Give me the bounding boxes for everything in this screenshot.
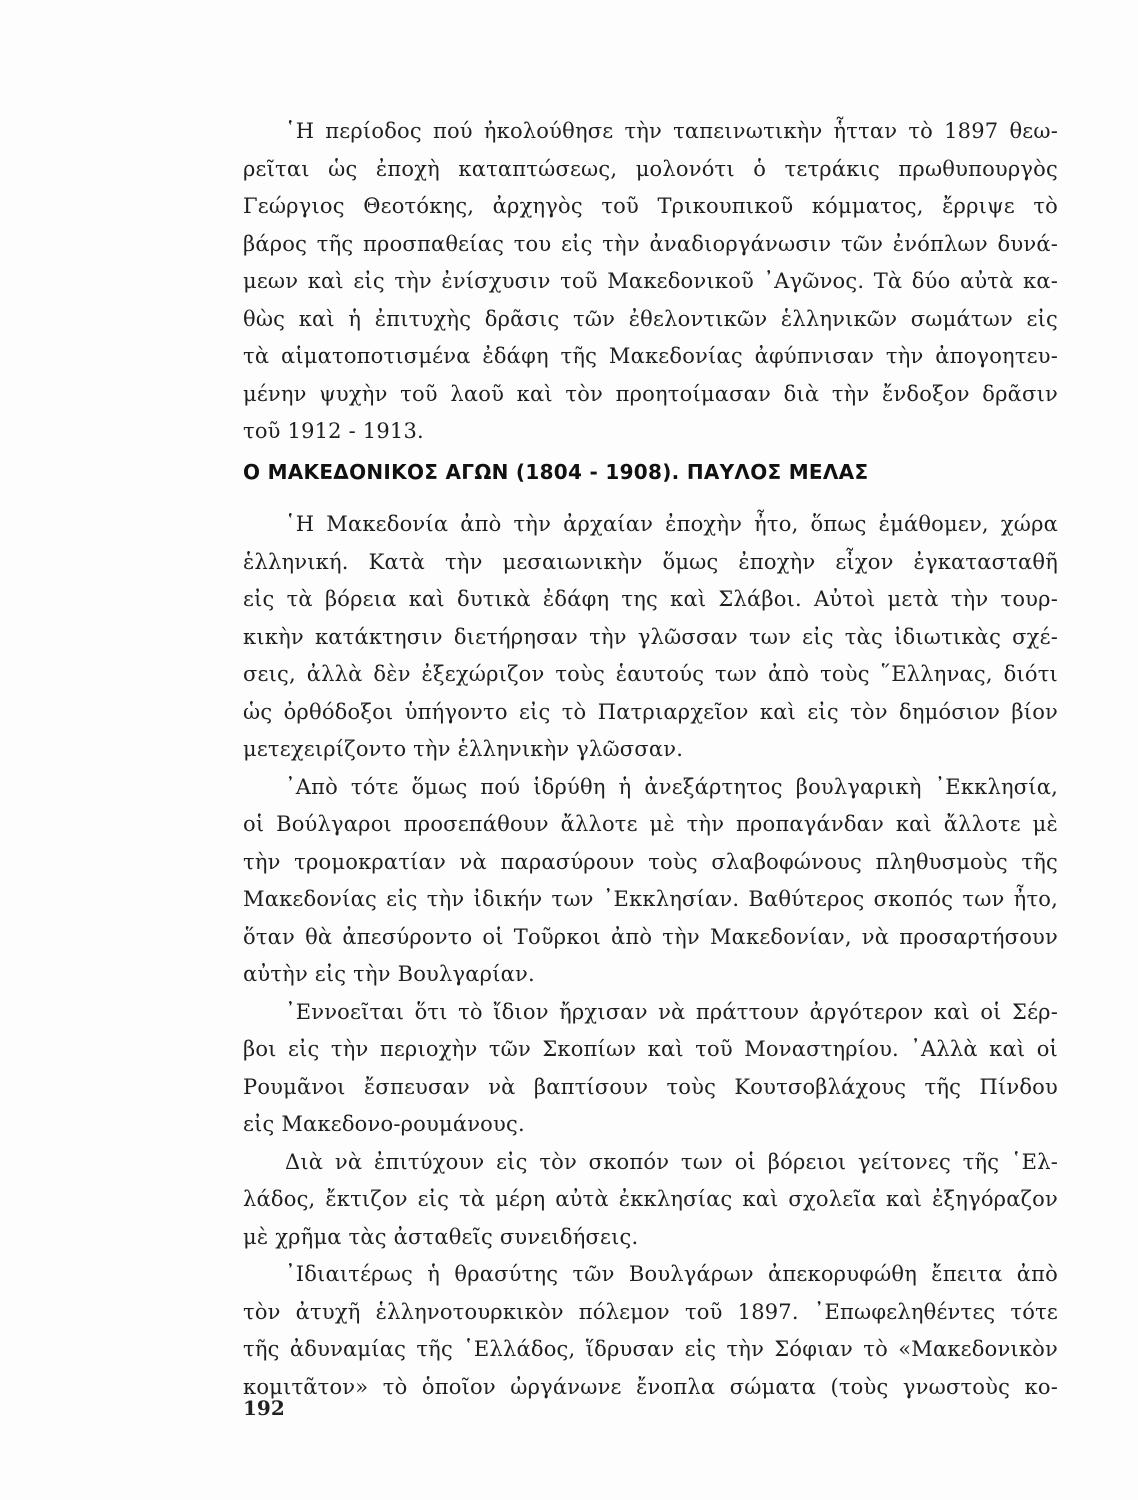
text-line: μεων καὶ εἰς τὴν ἐνίσχυσιν τοῦ Μακεδονικοῦ ᾿Αγῶνος. Τὰ δύο αὐτὰ κα- bbox=[243, 269, 1058, 293]
text-line: μένην ψυχὴν τοῦ λαοῦ καὶ τὸν προητοίμασαν διὰ τὴν ἔνδοξον δρᾶσιν bbox=[243, 381, 1058, 406]
text-line: τοῦ 1912 - 1913. bbox=[243, 419, 424, 443]
text-line: τὰ αἱματοποτισμένα ἐδάφη τῆς Μακεδονίας ἀφύπνισαν τὴν ἀπογοητευ- bbox=[243, 344, 1058, 368]
text-line: βάρος τῆς προσπαθείας του εἰς τὴν ἀναδιοργάνωσιν τῶν ἐνόπλων δυνά- bbox=[243, 231, 1058, 256]
intro-paragraph bbox=[243, 113, 1058, 451]
text-line: Διὰ νὰ ἐπιτύχουν εἰς τὸν σκοπόν των οἱ βόρειοι γείτονες τῆς ῾Ελ- bbox=[285, 1149, 1058, 1174]
text-line: κικὴν κατάκτησιν διετήρησαν τὴν γλῶσσαν των εἰς τὰς ἰδιωτικὰς σχέ- bbox=[243, 624, 1058, 649]
text-line: ᾿Εννοεῖται ὅτι τὸ ἴδιον ἤρχισαν νὰ πράττουν ἀργότερον καὶ οἱ Σέρ- bbox=[285, 999, 1058, 1024]
text-line: Μακεδονίας εἰς τὴν ἰδικήν των ᾿Εκκλησίαν. Βαθύτερος σκοπός των ἦτο, bbox=[243, 887, 1058, 911]
text-line: κομιτᾶτον» τὸ ὁποῖον ὠργάνωνε ἔνοπλα σώματα (τοὺς γνωστοὺς κο- bbox=[243, 1374, 1058, 1399]
text-line: εἰς τὰ βόρεια καὶ δυτικὰ ἐδάφη της καὶ Σλάβοι. Αὐτοὶ μετὰ τὴν τουρ- bbox=[243, 587, 1058, 611]
text-line: ῾Η περίοδος πού ἠκολούθησε τὴν ταπεινωτικὴν ἧτταν τὸ 1897 θεω- bbox=[285, 119, 1058, 143]
text-line: ἑλληνική. Κατὰ τὴν μεσαιωνικὴν ὅμως ἐποχὴν εἶχον ἐγκατασταθῆ bbox=[243, 549, 1058, 574]
text-line: ᾿Ιδιαιτέρως ἡ θρασύτης τῶν Βουλγάρων ἀπεκορυφώθη ἔπειτα ἀπὸ bbox=[285, 1262, 1058, 1286]
page-number: 192 bbox=[243, 1396, 285, 1420]
text-line: εἰς Μακεδονο-ρουμάνους. bbox=[243, 1112, 525, 1136]
text-line: μὲ χρῆμα τὰς ἀσταθεῖς συνειδήσεις. bbox=[243, 1224, 639, 1249]
text-line: σεις, ἀλλὰ δὲν ἐξεχώριζον τοὺς ἑαυτούς των ἀπὸ τοὺς ῞Ελληνας, διότι bbox=[243, 662, 1058, 686]
text-line: οἱ Βούλγαροι προσεπάθουν ἄλλοτε μὲ τὴν προπαγάνδαν καὶ ἄλλοτε μὲ bbox=[243, 812, 1058, 836]
text-line: βοι εἰς τὴν περιοχὴν τῶν Σκοπίων καὶ τοῦ Μοναστηρίου. ᾿Αλλὰ καὶ οἱ bbox=[243, 1037, 1058, 1061]
section-heading: Ο ΜΑΚΕΔΟΝΙΚΟΣ ΑΓΩΝ (1804 - 1908). ΠΑΥΛΟΣ ΜΕΛΑΣ bbox=[243, 460, 869, 484]
text-line: λάδος, ἔκτιζον εἰς τὰ μέρη αὐτὰ ἐκκλησίας καὶ σχολεῖα καὶ ἐξηγόραζον bbox=[243, 1187, 1058, 1211]
text-line: θὼς καὶ ἡ ἐπιτυχὴς δρᾶσις τῶν ἐθελοντικῶν ἑλληνικῶν σωμάτων εἰς bbox=[243, 306, 1058, 331]
text-line: αὐτὴν εἰς τὴν Βουλγαρίαν. bbox=[243, 962, 535, 986]
text-line: τῆς ἀδυναμίας τῆς ῾Ελλάδος, ἵδρυσαν εἰς τὴν Σόφιαν τὸ «Μακεδονικὸν bbox=[243, 1337, 1058, 1361]
text-line: ρεῖται ὡς ἐποχὴ καταπτώσεως, μολονότι ὁ τετράκις πρωθυπουργὸς bbox=[243, 156, 1058, 181]
body-text bbox=[243, 506, 1058, 1406]
text-line: Ρουμᾶνοι ἔσπευσαν νὰ βαπτίσουν τοὺς Κουτσοβλάχους τῆς Πίνδου bbox=[243, 1074, 1058, 1099]
text-line: ὅταν θὰ ἀπεσύροντο οἱ Τοῦρκοι ἀπὸ τὴν Μακεδονίαν, νὰ προσαρτήσουν bbox=[243, 924, 1058, 949]
text-line: μετεχειρίζοντο τὴν ἑλληνικὴν γλῶσσαν. bbox=[243, 737, 684, 761]
text-line: ᾿Απὸ τότε ὅμως πού ἱδρύθη ἡ ἀνεξάρτητος βουλγαρικὴ ᾿Εκκλησία, bbox=[285, 774, 1058, 799]
text-line: ὡς ὀρθόδοξοι ὑπήγοντο εἰς τὸ Πατριαρχεῖον καὶ εἰς τὸν δημόσιον βίον bbox=[243, 699, 1058, 724]
text-line: Γεώργιος Θεοτόκης, ἀρχηγὸς τοῦ Τρικουπικοῦ κόμματος, ἔρριψε τὸ bbox=[243, 194, 1058, 218]
text-line: ῾Η Μακεδονία ἀπὸ τὴν ἀρχαίαν ἐποχὴν ἦτο, ὅπως ἐμάθομεν, χώρα bbox=[285, 512, 1058, 536]
text-line: τὴν τρομοκρατίαν νὰ παρασύρουν τοὺς σλαβοφώνους πληθυσμοὺς τῆς bbox=[243, 849, 1058, 874]
text-line: τὸν ἀτυχῆ ἑλληνοτουρκικὸν πόλεμον τοῦ 1897. ᾿Επωφεληθέντες τότε bbox=[243, 1299, 1058, 1324]
